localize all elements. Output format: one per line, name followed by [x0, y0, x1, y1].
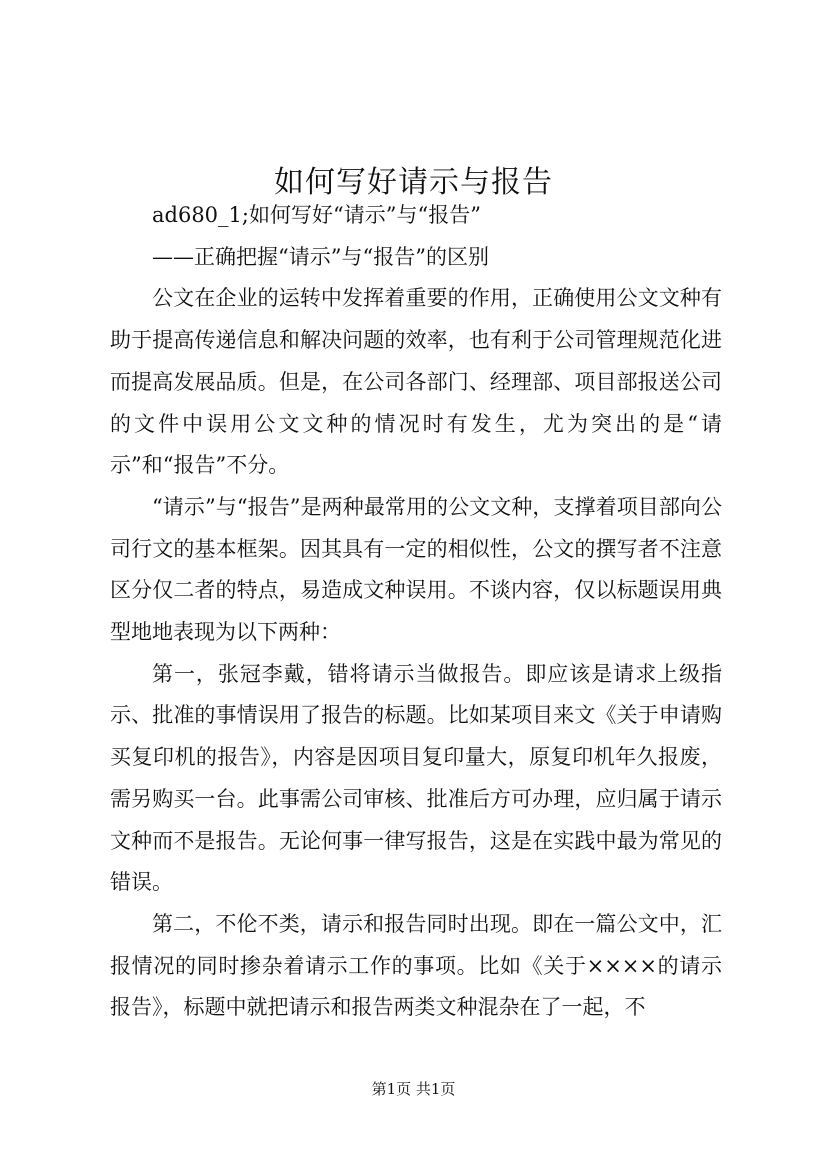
paragraph-comparison: “请示”与“报告”是两种最常用的公文文种，支撑着项目部向公司行文的基本框架。因其具有一定的相似性，公文的撰写者不注意区分仅二者的特点，易造成文种误用。不谈内容，仅以标题误用典型地地表现为以下两种：	[110, 494, 722, 645]
document-body	[110, 195, 722, 1029]
paragraph-first-error: 第一，张冠李戴，错将请示当做报告。即应该是请求上级指示、批准的事情误用了报告的标题。比如某项目来文《关于申请购买复印机的报告》，内容是因项目复印量大，原复印机年久报废，需另购买一台。此事需公司审核、批准后方可办理，应归属于请示文种而不是报告。无论何事一律写报告，这是在实践中最为常见的错误。	[110, 661, 722, 895]
paragraph-intro: 公文在企业的运转中发挥着重要的作用，正确使用公文文种有助于提高传递信息和解决问题的效率，也有利于公司管理规范化进而提高发展品质。但是，在公司各部门、经理部、项目部报送公司的文件中误用公文文种的情况时有发生，尤为突出的是“请示”和“报告”不分。	[110, 286, 722, 478]
page-footer: 第1页 共1页	[371, 1080, 456, 1098]
document-title: 如何写好请示与报告	[274, 165, 553, 201]
paragraph-subtitle-1: ad680_1;如何写好“请示”与“报告”	[152, 203, 481, 227]
paragraph-second-error: 第二，不伦不类，请示和报告同时出现。即在一篇公文中，汇报情况的同时掺杂着请示工作的事项。比如《关于××××的请示报告》，标题中就把请示和报告两类文种混杂在了一起，不	[110, 911, 722, 1020]
paragraph-subtitle-2: ——正确把握“请示”与“报告”的区别	[152, 244, 489, 269]
